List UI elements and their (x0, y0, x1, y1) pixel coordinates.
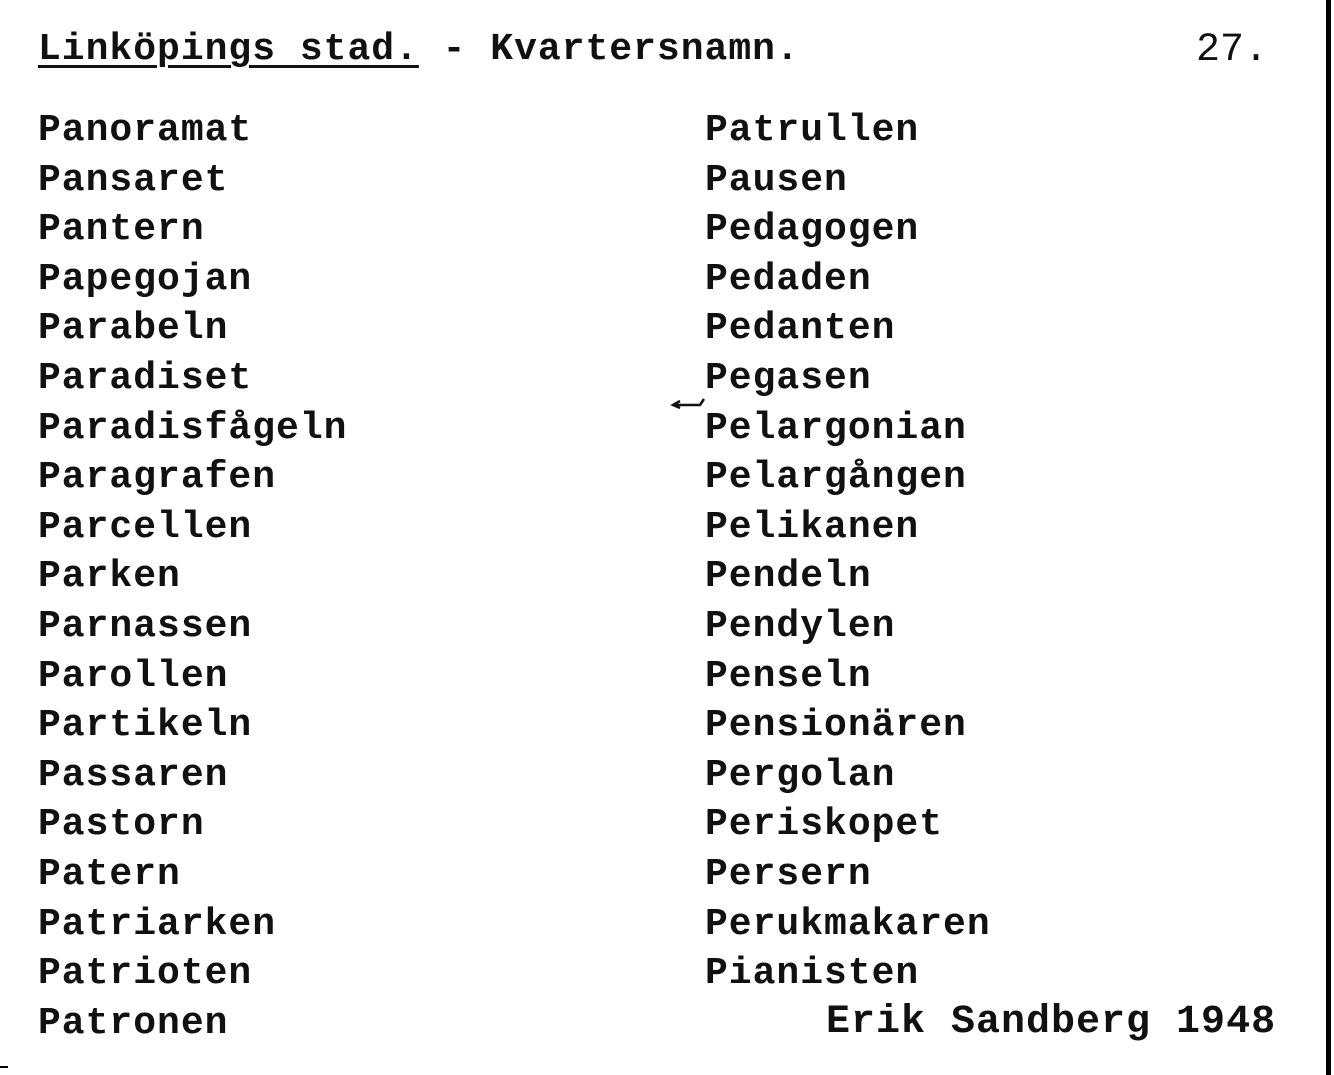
author-signature: Erik Sandberg 1948 (826, 1000, 1277, 1045)
list-item: Parnassen (38, 604, 253, 648)
list-item: Pendeln (705, 555, 872, 599)
list-item: Pantern (38, 208, 205, 252)
list-item: Persern (705, 852, 872, 896)
insert-arrow-icon (670, 396, 706, 418)
list-item: Pelikanen (705, 505, 920, 549)
list-item: Pastorn (38, 803, 205, 847)
card-title (38, 28, 800, 71)
list-item: Pendylen (705, 604, 896, 648)
list-item: Pedaden (705, 257, 872, 301)
list-item: Patern (38, 852, 181, 896)
list-item: Patriarken (38, 902, 277, 946)
list-item: Pelargonian (705, 406, 967, 450)
list-item: Pianisten (705, 952, 920, 996)
list-item: Pansaret (38, 158, 229, 202)
list-item: Pedanten (705, 307, 896, 351)
list-item: Patrioten (38, 952, 253, 996)
list-item: Parabeln (38, 307, 229, 351)
list-item: Paradiset (38, 356, 253, 400)
list-item: Perukmakaren (705, 902, 991, 946)
list-item: Patrullen (705, 109, 920, 152)
page-number: 27. (1196, 28, 1269, 73)
title-separator: - (418, 28, 491, 71)
list-item: Panoramat (38, 109, 253, 152)
list-item: Pedagogen (705, 208, 920, 252)
card-edge (1326, 0, 1331, 1075)
list-item: Paragrafen (38, 456, 277, 500)
title-place: Linköpings stad. (38, 28, 419, 71)
list-item: Paradisfågeln (38, 406, 348, 450)
title-subject: Kvartersnamn. (490, 28, 800, 71)
list-item: Passaren (38, 753, 229, 797)
list-item: Parollen (38, 654, 229, 698)
list-item: Patronen (38, 1001, 229, 1045)
list-item: Papegojan (38, 257, 253, 301)
list-item: Pegasen (705, 356, 872, 400)
list-item: Pelargången (705, 456, 967, 500)
list-item: Periskopet (705, 803, 944, 847)
list-item: Parcellen (38, 505, 253, 549)
list-item: Penseln (705, 654, 872, 698)
edge-mark (0, 1066, 8, 1068)
list-item: Pausen (705, 158, 848, 202)
left-name-list (38, 106, 347, 1048)
list-item: Pensionären (705, 704, 967, 748)
list-item: Parken (38, 555, 181, 599)
list-item: Partikeln (38, 704, 253, 748)
list-item: Pergolan (705, 753, 896, 797)
right-name-list (705, 106, 991, 999)
